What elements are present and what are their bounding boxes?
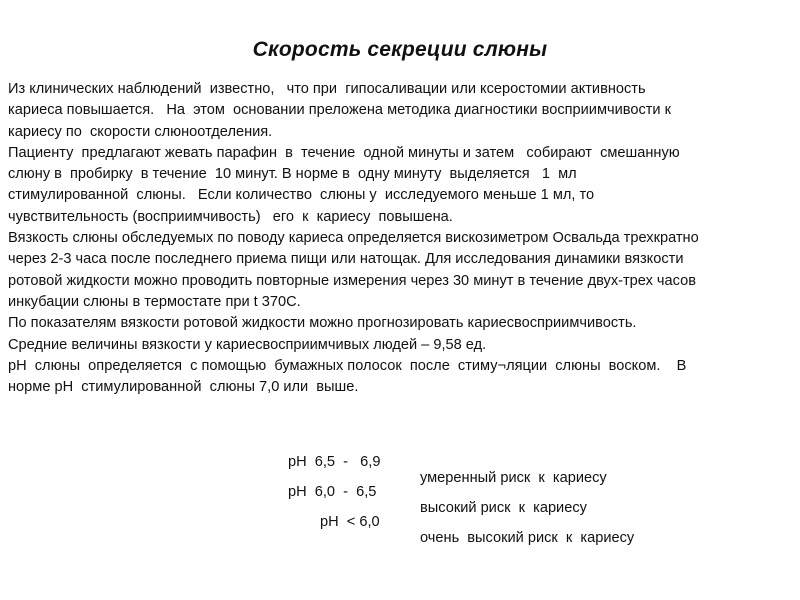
ph-range: рН 6,5 - 6,9	[288, 454, 381, 470]
body-line: чувствительность (восприимчивость) его к кариесу повышена.	[8, 208, 453, 225]
body-line: Из клинических наблюдений известно, что при гипосаливации или ксеростомии активность	[8, 81, 646, 97]
ph-risk: высокий риск к кариесу	[420, 500, 587, 516]
body-line: инкубации слюны в термостате при t 370С.	[8, 293, 301, 310]
body-line: ротовой жидкости можно проводить повторные измерения через 30 минут в течение двух-трех часов	[8, 272, 696, 289]
body-line: кариеса повышается. На этом основании преложена методика диагностики восприимчивости к	[8, 102, 672, 119]
ph-range: рН < 6,0	[320, 514, 380, 530]
slide-title: Скорость секреции слюны	[252, 38, 548, 61]
body-line: рН слюны определяется с помощью бумажных полосок после стиму¬ляции слюны воском. В	[8, 357, 687, 374]
ph-risk: умеренный риск к кариесу	[420, 470, 607, 486]
body-line: норме рН стимулированной слюны 7,0 или выше.	[8, 379, 359, 396]
body-line: Средние величины вязкости у кариесвосприимчивых людей – 9,58 ед.	[8, 336, 487, 353]
body-line: стимулированной слюны. Если количество слюны у исследуемого меньше 1 мл, то	[8, 187, 595, 204]
body-line: Вязкость слюны обследуемых по поводу кариеса определяется вискозиметром Освальда трехкратно	[8, 230, 699, 247]
ph-risk: очень высокий риск к кариесу	[420, 530, 635, 546]
body-line: через 2-3 часа после последнего приема пищи или натощак. Для исследования динамики вязкости	[8, 251, 684, 268]
ph-row	[0, 468, 800, 516]
body-line: слюну в пробирку в течение 10 минут. В норме в одну минуту выделяется 1 мл	[8, 166, 577, 183]
body-line: кариесу по скорости слюноотделения.	[8, 123, 273, 140]
ph-row	[0, 438, 800, 486]
body-line: По показателям вязкости ротовой жидкости можно прогнозировать кариесвосприимчивость.	[8, 315, 637, 332]
ph-row	[0, 498, 800, 546]
ph-range: рН 6,0 - 6,5	[288, 484, 377, 500]
body-line: Пациенту предлагают жевать парафин в течение одной минуты и затем собирают смешанную	[8, 144, 680, 161]
body-text	[8, 79, 788, 398]
